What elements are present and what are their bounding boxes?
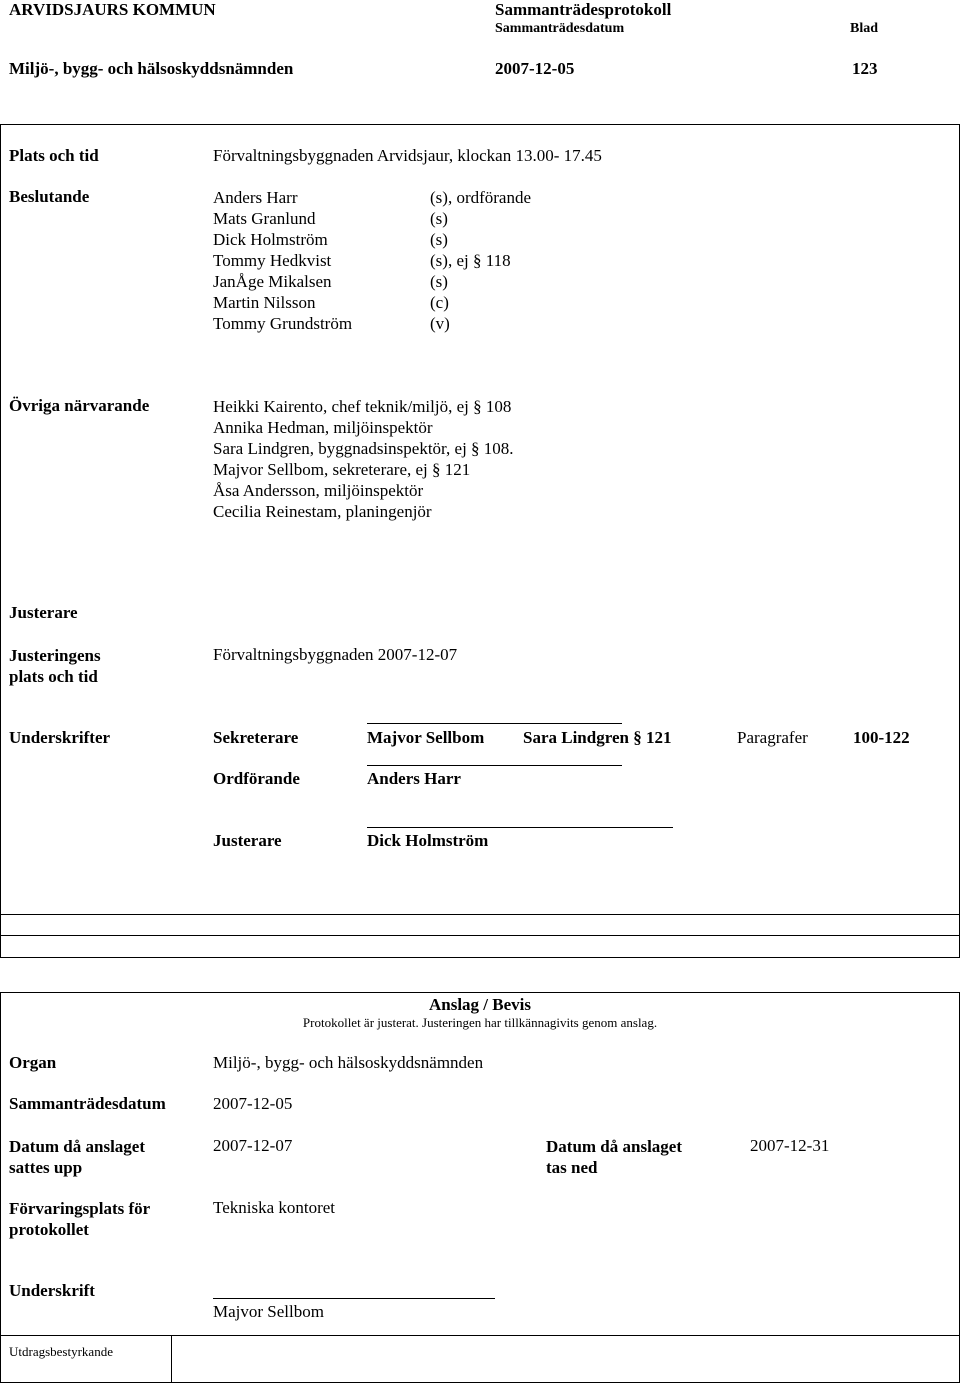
signature-line-notice: [213, 1298, 495, 1299]
adjuster-label: Justerare: [9, 603, 78, 622]
deciding-name: Tommy Grundström: [213, 314, 353, 333]
paragraphs-label: Paragrafer: [737, 728, 808, 747]
deciding-label: Beslutande: [9, 187, 90, 206]
deciding-role: (v): [430, 314, 450, 333]
organ-value: Miljö-, bygg- och hälsoskyddsnämnden: [213, 1053, 484, 1072]
paragraphs-value: 100-122: [853, 728, 910, 747]
deciding-role: (s): [430, 209, 448, 228]
deciding-role: (s): [430, 272, 448, 291]
posted-value: 2007-12-07: [213, 1136, 293, 1155]
others-person: Sara Lindgren, byggnadsinspektör, ej § 108.: [213, 439, 514, 458]
adjust-place-label: [9, 645, 101, 687]
page-number: 123: [852, 59, 878, 78]
notice-subtitle: Protokollet är justerat. Justeringen har tillkännagivits genom anslag.: [302, 1015, 658, 1030]
committee-name: Miljö-, bygg- och hälsoskyddsnämnden: [9, 59, 294, 78]
notice-signature-label: Underskrift: [9, 1281, 95, 1300]
adjust-place-value: Förvaltningsbyggnaden 2007-12-07: [213, 645, 458, 664]
signature-line-chair: [367, 765, 622, 766]
deciding-role: (c): [430, 293, 449, 312]
deciding-name: Martin Nilsson: [213, 293, 316, 312]
posted-label: [9, 1136, 145, 1178]
deciding-role: (s), ordförande: [430, 188, 532, 207]
chair-label: Ordförande: [213, 769, 300, 788]
separator-line: [0, 914, 960, 915]
deciding-name: Tommy Hedkvist: [213, 251, 332, 270]
signature-line-adjuster: [367, 827, 673, 828]
separator-line: [0, 935, 960, 936]
posted-label-line: Datum då anslaget: [9, 1137, 146, 1156]
others-person: Åsa Andersson, miljöinspektör: [213, 481, 424, 500]
notice-title: Anslag / Bevis: [428, 995, 532, 1014]
removed-value: 2007-12-31: [750, 1136, 830, 1155]
footer-separator: [0, 1335, 960, 1336]
notice-date-value: 2007-12-05: [213, 1094, 293, 1113]
meeting-date: 2007-12-05: [495, 59, 575, 78]
others-person: Annika Hedman, miljöinspektör: [213, 418, 433, 437]
deciding-name: Mats Granlund: [213, 209, 316, 228]
deciding-role: (s): [430, 230, 448, 249]
others-person: Heikki Kairento, chef teknik/miljö, ej § 108: [213, 397, 512, 416]
storage-value: Tekniska kontoret: [213, 1198, 336, 1217]
deciding-roles: [430, 187, 531, 334]
others-list: [213, 396, 514, 522]
storage-label: [9, 1198, 150, 1240]
adjust-place-label-line: plats och tid: [9, 667, 98, 686]
storage-label-line: Förvaringsplats för: [9, 1199, 151, 1218]
signature-line-secretary: [367, 723, 622, 724]
deciding-name: Anders Harr: [213, 188, 298, 207]
page-label: Blad: [850, 21, 879, 36]
signatures-label: Underskrifter: [9, 728, 111, 747]
others-person: Majvor Sellbom, sekreterare, ej § 121: [213, 460, 471, 479]
municipality-name: ARVIDSJAURS KOMMUN: [9, 0, 216, 19]
posted-label-line: sattes upp: [9, 1158, 83, 1177]
document-type: Sammanträdesprotokoll: [495, 0, 672, 19]
storage-label-line: protokollet: [9, 1220, 89, 1239]
footer-divider: [171, 1335, 172, 1383]
removed-label-line: Datum då anslaget: [546, 1137, 683, 1156]
secretary-label: Sekreterare: [213, 728, 299, 747]
deciding-name: Dick Holmström: [213, 230, 328, 249]
removed-label-line: tas ned: [546, 1158, 598, 1177]
removed-label: [546, 1136, 682, 1178]
place-label: Plats och tid: [9, 146, 99, 165]
sig-adjuster-name: Dick Holmström: [367, 831, 489, 850]
footer-label: Utdragsbestyrkande: [9, 1344, 113, 1359]
notice-date-label: Sammanträdesdatum: [9, 1094, 166, 1113]
others-label: Övriga närvarande: [9, 396, 150, 415]
deciding-names: [213, 187, 352, 334]
place-value: Förvaltningsbyggnaden Arvidsjaur, klockan 13.00- 17.45: [213, 146, 602, 165]
notice-signature-name: Majvor Sellbom: [213, 1302, 324, 1321]
secretary-name: Majvor Sellbom: [367, 728, 485, 747]
organ-label: Organ: [9, 1053, 57, 1072]
meeting-date-label: Sammanträdesdatum: [495, 21, 625, 36]
sig-adjuster-label: Justerare: [213, 831, 282, 850]
deciding-role: (s), ej § 118: [430, 251, 511, 270]
secretary-extra: Sara Lindgren § 121: [523, 728, 672, 747]
deciding-name: JanÅge Mikalsen: [213, 272, 332, 291]
notice-box: [0, 992, 960, 1383]
chair-name: Anders Harr: [367, 769, 461, 788]
adjust-place-label-line: Justeringens: [9, 646, 101, 665]
others-person: Cecilia Reinestam, planingenjör: [213, 502, 432, 521]
